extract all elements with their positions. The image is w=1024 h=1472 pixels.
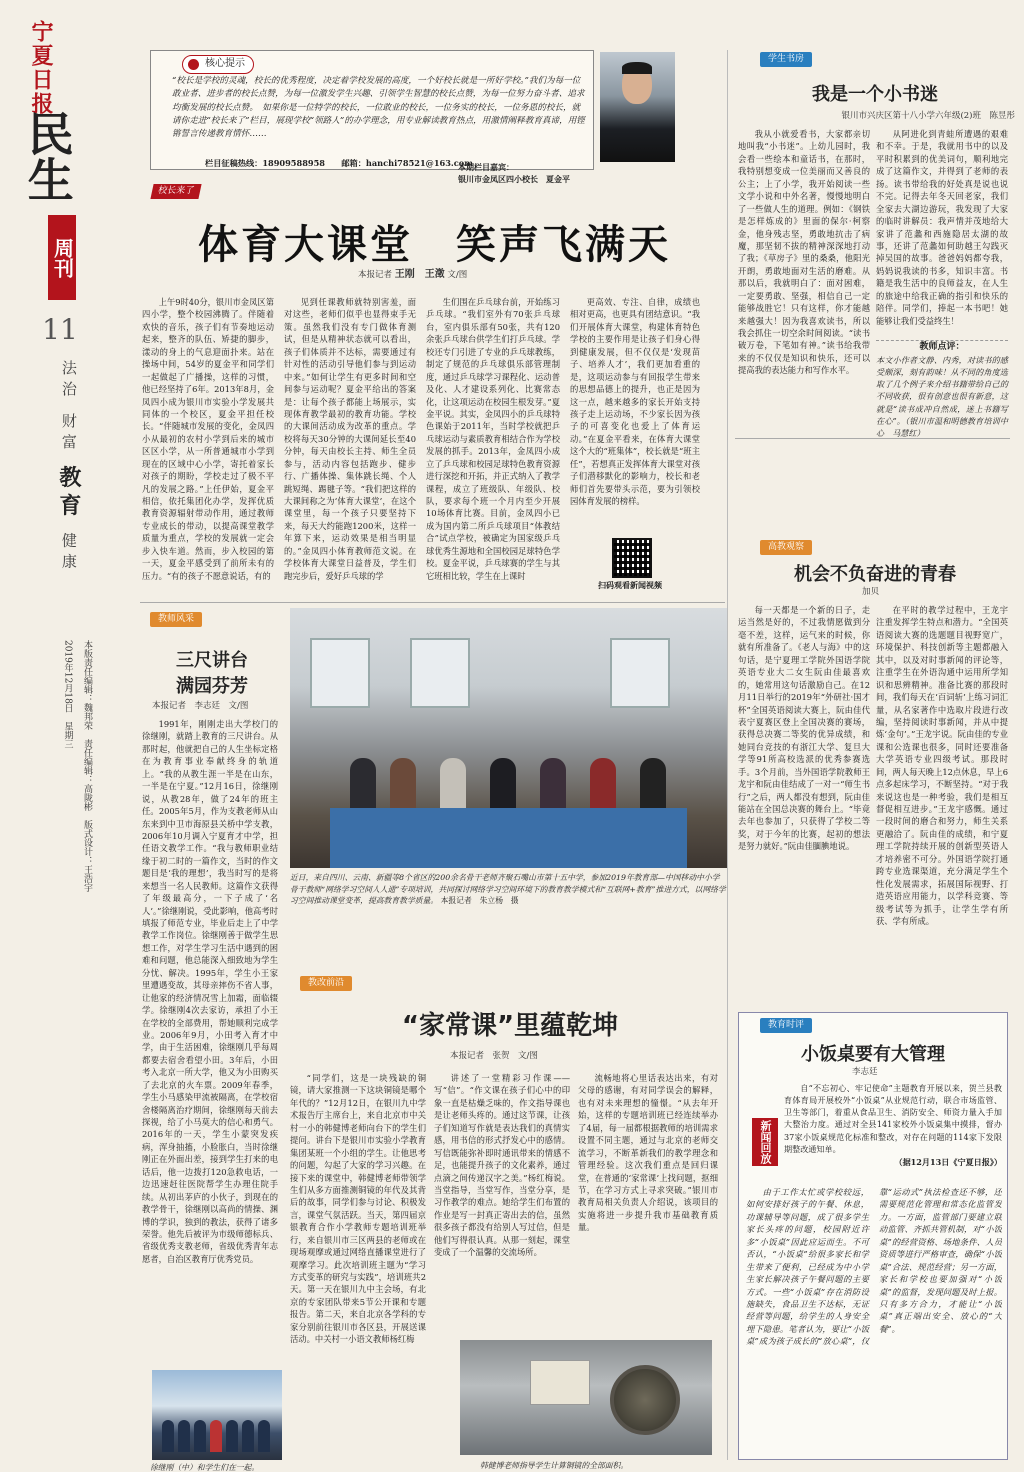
bookworm-byline: 银川市兴庆区第十八小学六年级(2)班 陈昱彤 bbox=[841, 111, 1015, 121]
section-band: 周刊 bbox=[48, 215, 76, 300]
home-col-1-text: “同学们，这是一块残缺的铜镜，请大家推测一下这块铜镜是哪个年代的？”12月12日，在银川九中学术报告厅主席台上，来自北京市中关村一小的韩健博老师向台下的学生们提问。讲台下是银川市实验小学教育集团某班一个小组的学生。让他思考的问题，勾起了大家的学习兴趣。在接下来的课堂中，韩健博老师带领学生们从多方面推测铜镜的年代及其背后的故事，同学们参与讨论、积极发言，课堂气氛活跃。当天，第四届京银教育合作小学教师专题培训班举行，来自银川市三区两县的老师或在现场观摩或通过网络直播课堂进行了观摩学习。此次培训班主题为“学习方式变革的研究与实践”，培训班共2天。第一天在银川九中主会场，有北京的专家团队带来5节公开课和专题报告。第二天，来自北京各学科的专家分别前往银川市各区县，开展送课活动。中关村一小语文教师杨红梅 bbox=[290, 1073, 426, 1345]
main-byline bbox=[358, 268, 467, 283]
table-body bbox=[746, 1186, 1002, 1456]
home-col-3-text: 流畅地将心里话表达出来，有对父母的感谢，有对同学误会的解释，也有对未来理想的憧憬。“从去年开始，这样的专题培训班已经连续举办了4届，每一届都根据教师的培训需求设置不同主题，通过与北京的老师交流学习，不断革新我们的教学理念和管理经验。这次我们重点是回归课堂，在普通的‘家常课’上找问题，抠细节，在学习方式上寻求突破。”银川市教育局相关负责人介绍说，该项目的实施将进一步提升我市基础教育质量。 bbox=[578, 1073, 718, 1233]
mirror-photo bbox=[460, 1340, 712, 1455]
editor-credits bbox=[60, 640, 93, 940]
window-shape bbox=[310, 638, 370, 708]
host-name: 银川市金凤区四小校长 夏金平 bbox=[458, 173, 570, 184]
newspaper-masthead: 宁夏日报 bbox=[28, 20, 54, 116]
classroom-photo bbox=[290, 608, 727, 868]
core-tag-label: 核心提示 bbox=[205, 58, 245, 69]
comment-label: 教师点评： bbox=[919, 342, 965, 352]
home-col-2 bbox=[434, 1072, 570, 1334]
classroom-caption-text: 近日，来自四川、云南、新疆等8个省区的200余名骨干老师齐聚石嘴山市第十五中学，参加2019年教育部—中国移动中小学骨干教师“网络学习空间人人通”专项培训，共同探讨网络学习空间环境下的教育教学模式和“互联网+教育”推进方式，以网络学习空间推动课堂变革，提高教育教学质量。 bbox=[290, 873, 726, 906]
column-divider bbox=[727, 50, 728, 1460]
hotline: 栏目征稿热线：18909588958 邮箱：hanchi78521@163.com bbox=[205, 158, 473, 168]
main-col-3 bbox=[426, 296, 560, 596]
classroom-caption bbox=[290, 872, 727, 907]
divider bbox=[140, 602, 725, 603]
window-shape bbox=[410, 638, 470, 708]
bookworm-col-1 bbox=[738, 128, 870, 432]
section-categories bbox=[52, 360, 84, 574]
youth-col-2-text: 在平时的教学过程中，王龙宇注重发挥学生特点和潜力。“全国英语阅读大赛的选题题目视野宽广，环境保护、科技创新等主题都融入其中，以及对时事新闻的评论等，注重学生在外语沟通中运用所学知识和思辨精神。准备比赛的那段时间，我们每天在‘百词斩’上练习词汇量，从名家著作中选取片段进行改编，坚持阅读时事新闻，并从中提炼‘金句’。”王龙宇说。阮由佳的专业课和公选课也很多，同时还要准备大学英语专业四级考试。那段时间，两人每天晚上12点休息，早上6点多起床学习，不断坚持。“对于我来说这也是一种考验，我们是相互督促相互进步。”王龙宇感慨。通过一段时间的磨合和努力，师生关系更融洽了。阮由佳的成绩，和宁夏理工学院持续开展的创新型英语人才培养密不可分。外国语学院打通跨专业选课渠道，充分满足学生个性化发展需求，拓展国际视野、打造英语应用能力，以学科竞赛、等级考试等为抓手，让学生学有所获、学有所成。 bbox=[876, 605, 1008, 926]
teacher-body-text: 1991年，刚刚走出大学校门的徐继刚，就踏上教育的三尺讲台。从那时起，他就把自己的人生坐标定格在为教育事业奉献终身的轨道上。“我的从教生涯一半是在山东，一半是在宁夏。”12月16日，徐继刚说，从教28年，做了24年的班主任。2005年5月，作为支教老师从山东来到中卫市海原县关桥中学支教，2006年10月调入宁夏育才中学，担任语文教学工作。“我与教师职业结缘于初二时的一篇作文，当时的作文题目是‘我的理想’，我当时写的是将来想当一名人民教师。这篇作文获得了年级最高分，一下子成了‘名人’。”徐继刚说，受此影响，他高考时填报了师范专业，毕业后走上了中学教学工作岗位。徐继刚善于做学生思想工作，对学生学习生活中遇到的困难和问题，他总能深入细致地为学生分忧、解决。1995年，学生小王家里遭遇变故，其母亲摔伤不省人事，让他家的经济情况雪上加霜，面临辍学。徐继刚4次去家访，承担了小王在学校的全部费用，帮她顺利完成学业。2006年9月，小田考入育才中学，由于生活困难，徐继刚几乎每周都要去宿舍看望小田。3年后，小田考入北京一所大学，他又为小田购买了去北京的火车票。2009年春季，学生小马感染甲流被隔离，在学校宿舍楼隔离治疗期间，徐继刚每天前去探视，给了小马莫大的信心和勇气。2016年的一天，学生小蒙突发疾病，浑身抽搐，小脸胀白，当时徐继刚正在外面出差，接到学生打来的电话后，他一边拨打120急救电话，一边迅速赶往医院帮学生办理住院手续。从初出茅庐的小伙子，到现在的教学骨干，徐继刚以高尚的情操、渊博的学识，独到的教法，获得了诸多荣誉。他先后被评为市级师德标兵、省级优秀支教老师，省级优秀青年志愿者，自治区教育厅优秀党员。 bbox=[142, 719, 278, 1264]
kid-figure bbox=[162, 1420, 174, 1452]
youth-col-2 bbox=[876, 604, 1008, 1000]
home-headline: “家常课”里蕴乾坤 bbox=[401, 1011, 619, 1041]
intro-text: “校长是学校的灵魂，校长的优秀程度，决定着学校发展的高度，一个好校长就是一所好学校。”我们为每一位敢业者、进步者的校长点赞，为每一位激发学生兴趣、引领学生智慧的校长点赞，为每一位努力奋斗者、追求均衡发展的校长点赞。 如果你是一位特学的校长，一位敢业的校长，一位务实的校长，一位务恩的校长，就请你走进“校长来了”栏目，展现学校“领路人”的办学理念，用专业解读教育热点，用激情阐释教育真谛，用铿锵誓言传递教育情怀…… bbox=[172, 76, 585, 140]
bookworm-col-2 bbox=[876, 128, 1008, 338]
category-education: 教育 bbox=[55, 465, 82, 522]
bronze-mirror-shape bbox=[610, 1365, 680, 1435]
home-photo-caption: 韩健博老师指导学生计算铜镜的全部面积。 bbox=[480, 1461, 629, 1470]
teacher-comment bbox=[876, 340, 1008, 439]
category-law: 法治 bbox=[59, 360, 78, 402]
column-tag-principal: 校长来了 bbox=[150, 184, 201, 199]
principal-portrait bbox=[600, 52, 675, 162]
kid-figure bbox=[194, 1420, 206, 1452]
host-label bbox=[458, 162, 570, 185]
news-source: （据12月13日《宁夏日报》） bbox=[894, 1156, 1002, 1167]
category-health: 健康 bbox=[59, 532, 78, 575]
byline-suffix: 文/图 bbox=[447, 270, 468, 280]
kid-figure bbox=[258, 1420, 270, 1452]
main-col-4 bbox=[570, 296, 700, 522]
page-number: 11 bbox=[42, 313, 78, 346]
main-col-2 bbox=[284, 296, 416, 596]
kid-figure bbox=[178, 1420, 190, 1452]
youth-byline: 加贝 bbox=[862, 587, 880, 597]
kid-figure bbox=[226, 1420, 238, 1452]
home-byline: 本报记者 张贺 文/图 bbox=[450, 1051, 538, 1061]
news-replay-text: 自“不忘初心、牢记使命”主题教育开展以来，贺兰县教育体育局开展校外“小饭桌”从业规范行动，联合市场监管、卫生等部门，着重从食品卫生、消防安全、师资力量入手加大整治力度。通过对全县141家校外小饭桌集中摸排，督办37家小饭桌规范化标准和整改，对存在问题的114家下发限期整改通知单。 bbox=[784, 1083, 1002, 1154]
table-byline: 李志廷 bbox=[852, 1067, 878, 1077]
teacher-byline: 本报记者 李志廷 文/图 bbox=[152, 701, 249, 711]
kid-figure bbox=[210, 1420, 222, 1452]
main-col-2-text: 见到任课教师就特别害羞，面对这些，老师们似乎也显得束手无策。虽然我们没有专门做体育测试，但是从精神状态就可以看出，孩子们体质并不达标，需要通过有针对性的活动引导他们参与到运动中来。”如何让学生有更多时间和空间参与运动呢？夏金平给出的答案是：让每个孩子都能上场展示，实现体育教学最初的教育功能。学校的大课间活动成为改革的重点。学校将每天30分钟的大课间延长至40分钟，每天由校长主持、师生全员参与，活动内容包括跑步、健步行、广播体操、集体跳长绳、个人跳短绳、踢毽子等。“我们把这样的大课间称之为‘体育大课堂’，在这个课堂里，每一个孩子只要坚持下来，每天大约能跑1200米，这样一年算下来，运动效果是相当明显的。”金凤四小体育教师范文说。在学校体育大课堂日益普及，学生们跑完步后，爱好乒乓球的学 bbox=[284, 297, 416, 581]
column-tag-higher-ed: 高教观察 bbox=[760, 540, 812, 555]
window-shape bbox=[610, 638, 670, 708]
host-label-title: 本期栏目嘉宾： bbox=[458, 162, 514, 172]
core-tag bbox=[182, 55, 254, 74]
main-headline: 体育大课堂 笑声飞满天 bbox=[198, 222, 671, 268]
credits-text: 本版责任编辑：魏邦荣 责任编辑：高陇彬 版式设计：王浩宇 bbox=[82, 640, 92, 892]
news-replay-tag: 新闻回放 bbox=[752, 1118, 778, 1166]
main-col-3-text: 生们围在乒乓球台前，开始练习乒乓球。“我们室外有70张乒乓球台，室内俱乐部有50张，共有120余张乒乓球台供学生们打乒乓球。学校还专门引进了专业的乒乓球教练，制定了规范的乒乓球俱乐部管理制度，通过乒乓球学习课程化、运动普及化、人才建设系列化、比赛常态化，让这项运动在校园生根发芽。”夏金平说。其实，金凤四小的乒乓球特色课始于2011年，当时学校就把乒乓球运动与素质教育相结合作为学校发展的抓手。2013年，金凤四小成立了乒乓球和校园足球特色教育资源进行深挖和开拓，并正式纳入了教学课程，成立了班级队、年级队、校队，要求每个班一个月内至少开展10场体育比赛。目前，金凤四小已成为国内第二所乒乓球项目“体教结合”试点学校，被确定为国家级乒乓球优秀生源地和全国校园足球特色学校。夏金平说，乒乓球赛的学生与其它班相比较，学生在上课时 bbox=[426, 297, 560, 581]
board-shape bbox=[530, 1360, 590, 1405]
divider bbox=[735, 438, 1010, 439]
comment-text: 本文小作者文静、内秀，对读书的感受颇深，刻有韵味！从不同的角度选取了几个例子来介绍书籍带给自己的不同收获，很有创意也很有新意，这就是“读书成冲自然成，迷上书籍写在心”。（银川市温和明德教育培训中心 马慧红） bbox=[876, 355, 1008, 438]
teacher-photo-caption: 徐继刚（中）和学生们在一起。 bbox=[150, 1463, 260, 1472]
bookworm-col-2-text: 从阿进化到青蛙所遭遇的艰难和不幸。于是，我就用书中的以及平时积累到的优美词句，顺利地完成了这篇作文，并得到了老师的表扬。读书带给我的好处真是说也说不完。记得去年冬天回老家，我们全家去大湖边游玩，我发现了大家的临时讲解员：我声情并茂地给大家讲了范蠡和西施隐居太湖的故事，还讲了范蠡如何助越王勾践灭掉吴国的故事。爸爸妈妈都夸我，妈妈说我读的书多，知识丰富。书籍是我生活中的良师益友，在人生的旅途中给我正确的指引和快乐的陪伴。同学们，捧起一本书吧！她能够让我们受益终生！ bbox=[876, 129, 1008, 326]
news-replay bbox=[784, 1082, 1002, 1180]
home-col-1 bbox=[290, 1072, 426, 1457]
bookworm-col-1-text: 我从小就爱看书，大家都亲切地叫我“小书迷”。上幼儿园时，我会看一些绘本和童话书，在那时，我特别想变成一位美丽而又善良的公主；上了小学，我开始阅读一些文学小说和中外名著，慢慢地明白了一些做人生的道理。例如：《钢铁是怎样炼成的》里面的保尔·柯察金，他身残志坚，勇敢地抗击了病魔，那坚韧不拔的精神深深地打动了我；《草房子》里的桑桑，他阳光开朗，勇敢地面对生活的磨难。从那以后，我就明白了：面对困难，一定要勇敢、坚强，相信自己一定能够战胜它！只有这样，你才能越来越强大！因为我喜欢读书，所以我会抓住一切空余时间阅读。“读书破万卷，下笔如有神。”读书给我带来的不仅仅是知识和快乐，还可以提高我的表达能力和写作水平。 bbox=[738, 129, 870, 376]
youth-headline: 机会不负奋进的青春 bbox=[794, 564, 956, 585]
category-wealth: 财富 bbox=[59, 412, 78, 455]
main-col-1 bbox=[142, 296, 274, 596]
column-tag-commentary: 教育时评 bbox=[760, 1018, 812, 1033]
table-headline: 小饭桌要有大管理 bbox=[801, 1044, 945, 1065]
byline-authors: 王刚 王澂 bbox=[394, 269, 445, 280]
column-tag-teacher: 教师风采 bbox=[150, 612, 202, 627]
table-body-text: 由于工作太忙或学校较远，如何安排好孩子的午餐、休息，功课辅导等问题，成了很多学生家长头疼的问题，校园附近许多“小饭桌”因此应运而生。不可否认，“小饭桌”给很多家长和学生带来了便利，已经成为中小学生家长解决孩子午餐问题的主要方式。一些“小饭桌”存在消防设施缺失，食品卫生不达标，无证经营等问题，给学生的人身安全埋下隐患。笔者认为，要让“小饭桌”成为孩子成长的“放心桌”，仅靠“运动式”执法检查还不够，还需要规范化管理和常态化监管发力。一方面，监管部门要建立联动监管、齐抓共管机制，对“小饭桌”的经营资格、场地条件、人员资质等进行严格审查，确保“小饭桌”合法、规范经营；另一方面，家长和学校也要加强对“小饭桌”的监督，发现问题及时上报。只有多方合力，才能让“小饭桌”真正端出安全、放心的“大餐”。 bbox=[746, 1187, 1002, 1347]
lab-table bbox=[330, 808, 687, 868]
column-tag-bookroom: 学生书房 bbox=[760, 52, 812, 67]
qr-code[interactable] bbox=[612, 538, 652, 578]
teacher-body bbox=[142, 718, 278, 1363]
byline-prefix: 本报记者 bbox=[358, 270, 393, 280]
section-title: 民生 bbox=[20, 110, 75, 202]
teacher-headline: 三尺讲台 满园芬芳 bbox=[176, 650, 248, 698]
home-col-3 bbox=[578, 1072, 718, 1334]
home-col-2-text: 讲述了一堂精彩习作课——写“信”。“作文课在孩子们心中的印象一直是枯燥乏味的，作文指导课也是让老师头疼的。通过这节课，让孩子们知道写作就是表达我们的真情实感，用书信的形式抒发心中的感情。写信既能弥补即时通讯带来的情感不足，也能提升孩子的文化素养，通过点滴之间传递汉字之美。”杨红梅说。当堂指导，当堂写作，当堂分享，是习作教学的难点。她给学生们布置的作业是写一封真正寄出去的信，虽然很多孩子都没有给别人写过信，但是他们写得很认真。从那一刻起，课堂变成了一个温馨的交流场所。 bbox=[434, 1073, 570, 1258]
classroom-credit: 本报记者 朱立杨 摄 bbox=[440, 896, 519, 906]
main-col-1-text: 上午9时40分，银川市金凤区第四小学，整个校园沸腾了。伴随着欢快的音乐，孩子们有节奏地运动起来，整齐的队伍、矫捷的脚步，漾动的身上的气息迎面扑来。站在操场中间，54岁的夏金平和同学们一起做起了广播操，这样的习惯，他已经坚持了6年。2013年8月，金凤四小成为银川市实验小学发展共同体的一个校区，夏金平担任校长。“伴随城市发展的变化，金凤四小从最初的农村小学到后来的城市区区小学，从一所普通城市小学到现在的区域中心小学，寄托着家长对孩子的期盼，学校走过了极不平凡的发展之路。”上任伊始，夏金平相信，依托集团化办学，发挥优质教育资源辐射带动作用，通过教师专业成长的带动，以提高课堂教学质量为重点，学校的发展就一定会步入快车道。然而，步入校园的第一天，夏金平感受到了前所未有的压力。“有的孩子不愿意说话，有的 bbox=[142, 297, 274, 581]
bookworm-headline: 我是一个小书迷 bbox=[812, 84, 938, 105]
hair-shape bbox=[622, 62, 652, 74]
tag-dot-icon bbox=[188, 59, 199, 70]
qr-label: 扫码观看新闻视频 bbox=[598, 580, 662, 590]
youth-col-1-text: 每一天都是一个新的日子，走运当然是好的，不过我情愿做到分毫不差，这样，运气来的时候，你就有所准备了。《老人与海》中的这句话，是宁夏理工学院外国语学院英语专业大二女生阮由佳最喜欢的，她常用这句话激励自己。在12月11日举行的2019年“外研社·国才杯”全国英语阅读大赛上，阮由佳代表宁夏赛区登上全国决赛的赛场，获得总决赛二等奖的优异成绩，和她同台竞技的有浙江大学、复旦大学等91所高校选派的优秀参赛选手。3个月前，当外国语学院教师王龙宇和阮由佳结成了一对一“师生书行”之后，两人都没有想到，阮由佳能站在全国总决赛的舞台上。“毕竟去年也参加了，只获得了学校二等奖，对于今年的比赛，起初的想法是努力就好。”阮由佳腼腆地说。 bbox=[738, 605, 870, 852]
teacher-photo bbox=[152, 1370, 282, 1460]
issue-date: 2019年12月18日 星期三 bbox=[62, 640, 73, 749]
column-tag-reform: 教改前沿 bbox=[300, 976, 352, 991]
main-col-4-text: 更高效、专注、自律，成绩也相对更高，也更具有团结意识。“我们开展体育大课堂，构建体育特色学校的主要作用是让孩子们身心得到健康发展，但不仅仅是‘发现苗子、培养人才’，我们更加看重的是，这项运动参与有回报学生带来的思想品德上的提升，也正是因为这一点，越来越多的家长开始支持孩子走上运动场，不少家长因为孩子的可喜变化也爱上了体育运动。”在夏金平看来，在体育大课堂这个大的“班集体”，校长就是“班主任”，若想真正发挥体育大课堂对孩子们潜移默化的影响力，校长和老师们首先要带头示范，要为引领校园体育发展的榜样。 bbox=[570, 297, 700, 506]
kid-figure bbox=[242, 1420, 254, 1452]
youth-col-1 bbox=[738, 604, 870, 1000]
